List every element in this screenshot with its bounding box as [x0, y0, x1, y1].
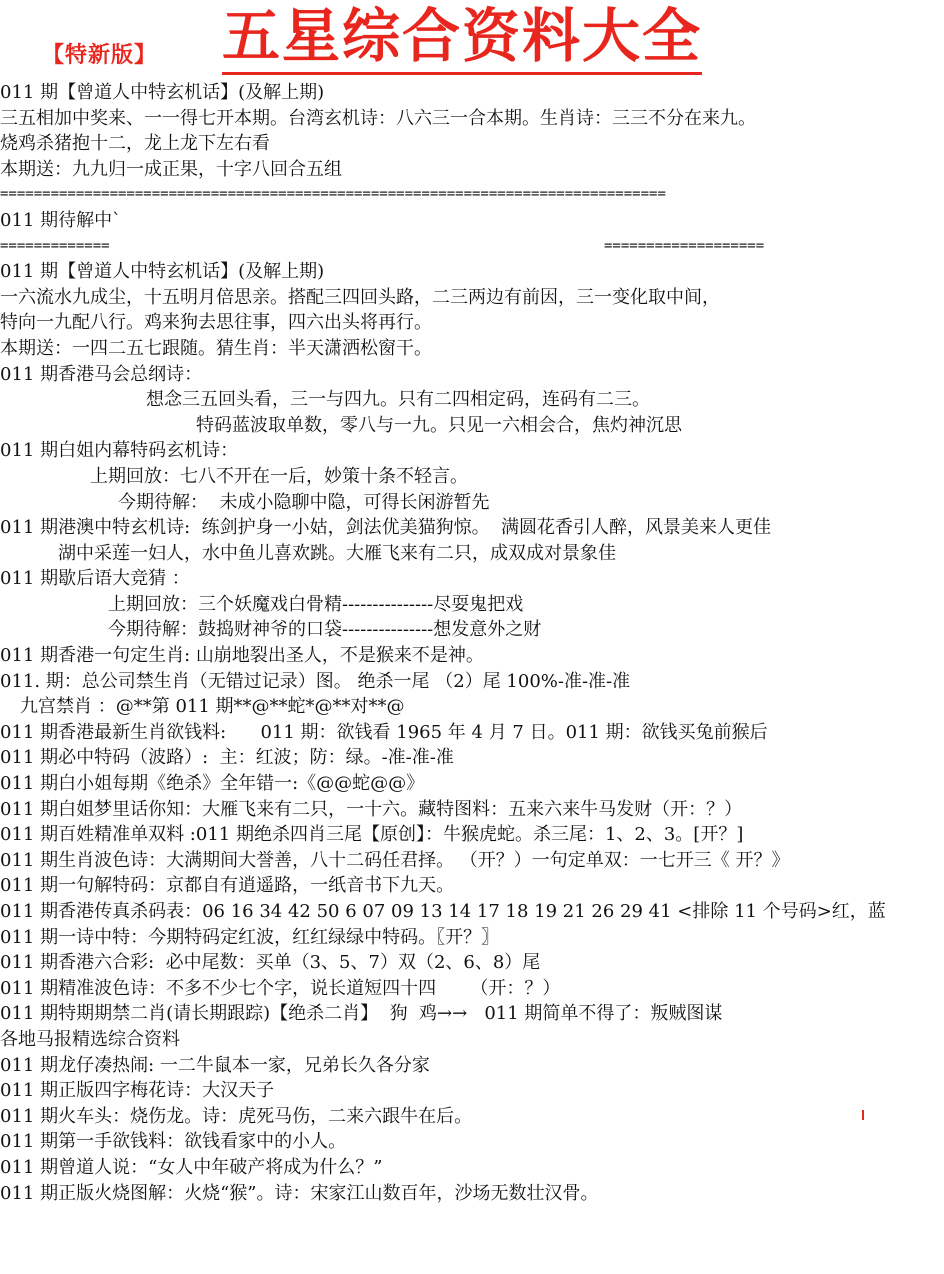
text-line: 011 期香港最新生肖欲钱料: 011 期：欲钱看 1965 年 4 月 7 日。011 期：欲钱买兔前猴后: [0, 721, 768, 743]
text-line: 011 期【曾道人中特玄机话】(及解上期): [0, 82, 325, 103]
text-line: 011. 期：总公司禁生肖（无错过记录）图。 绝杀一尾 （2）尾 100%-准-准-准: [0, 670, 631, 692]
text-line: 上期回放：三个妖魔戏白骨精---------------尽耍鬼把戏: [108, 593, 524, 615]
text-line: 011 期待解中`: [0, 209, 122, 231]
separator-line: ===============================================================================: [0, 186, 666, 203]
text-line: 想念三五回头看，三一与四九。只有二四相定码，连码有二三。: [146, 389, 650, 411]
text-line: 今期待解： 未成小隐聊中隐，可得长闲游暂先: [118, 491, 490, 513]
text-line: 011 期香港六合彩: 必中尾数：买单（3、5、7）双（2、6、8）尾: [0, 952, 541, 974]
separator-line: ============= ===================: [0, 234, 944, 260]
text-line: 特码蓝波取单数，零八与一九。只见一六相会合，焦灼神沉思: [196, 414, 682, 436]
section-heading: 各地马报精选综合资料: [0, 1028, 180, 1050]
text-line: 011 期曾道人说：“女人中年破产将成为什么？”: [0, 1156, 383, 1178]
text-line: 011 期【曾道人中特玄机话】(及解上期): [0, 261, 325, 283]
text-line: 011 期白姐梦里话你知：大雁飞来有二只，一十六。藏特图料：五来六来牛马发财（开：？）: [0, 798, 743, 820]
text-line: 011 期生肖波色诗：大满期间大誉善，八十二码任君择。 （开？）一句定单双：一七开三《 开？》: [0, 849, 790, 871]
text-line: 烧鸡杀猪抱十二，龙上龙下左右看: [0, 133, 270, 155]
text-line: 011 期正版火烧图解：火烧“猴”。诗：宋家江山数百年，沙场无数壮汉骨。: [0, 1182, 599, 1204]
text-line: 今期待解：鼓捣财神爷的口袋---------------想发意外之财: [108, 619, 542, 641]
text-line: 011 期火车头：烧伤龙。诗：虎死马伤，二来六跟牛在后。: [0, 1105, 473, 1127]
text-line: 011 期歇后语大竞猜 ：: [0, 568, 190, 590]
text-line: 011 期白姐内幕特码玄机诗：: [0, 440, 239, 462]
text-line: 011 期精准波色诗：不多不少七个字，说长道短四十四 （开：？）: [0, 977, 561, 999]
text-line: 011 期正版四字梅花诗：大汉天子: [0, 1080, 275, 1102]
text-line: 011 期第一手欲钱料：欲钱看家中的小人。: [0, 1131, 347, 1153]
text-line: 011 期白小姐每期《绝杀》全年错一:《@@蛇@@》: [0, 773, 425, 795]
text-line: 上期回放：七八不开在一后，妙策十条不轻言。: [90, 465, 468, 487]
text-line: 011 期港澳中特玄机诗: 练剑护身一小姑，剑法优美猫狗惊。 满圆花香引人醉，风景美来人更佳: [0, 517, 772, 539]
text-line: 011 期香港一句定生肖: 山崩地裂出圣人，不是猴来不是神。: [0, 645, 484, 667]
text-line: 湖中采莲一妇人，水中鱼儿喜欢跳。大雁飞来有二只，成双成对景象佳: [58, 542, 616, 564]
text-line: 三五相加中奖来、一一得七开本期。台湾玄机诗：八六三一合本期。生肖诗：三三不分在来九。: [0, 107, 756, 129]
separator-right: ===================: [604, 237, 765, 254]
text-line: 011 期一句解特码：京都自有逍遥路，一纸音书下九天。: [0, 875, 455, 897]
page-title: 五星综合资料大全: [222, 2, 702, 75]
text-line: 011 期百姓精准单双料 :011 期绝杀四肖三尾【原创】：牛猴虎蛇。杀三尾：1、2、3。[开？]: [0, 824, 744, 846]
text-line: 011 期特期期禁二肖(请长期跟踪)【绝杀二肖】 狗 鸡→→ 011 期简单不得了：叛贼图谋: [0, 1003, 723, 1025]
text-line: 九宫禁肖 ：@**第 011 期**@**蛇*@**对**@: [20, 696, 405, 718]
text-line: 一六流水九成尘，十五明月倍思亲。搭配三四回头路，二三两边有前因，三一变化取中间，: [0, 286, 720, 308]
text-line: 本期送：一四二五七跟随。猜生肖：半天潇洒松窗干。: [0, 337, 432, 359]
edition-badge: 【特新版】: [42, 42, 158, 68]
text-line: 011 期香港传真杀码表：06 16 34 42 50 6 07 09 13 14 17 18 19 21 26 29 41 <排除 11 个号码>红，蓝: [0, 901, 886, 922]
red-tick-mark: [862, 1110, 864, 1120]
document-body: [0, 80, 944, 1206]
page-header: [0, 0, 944, 84]
text-line: 011 期香港马会总纲诗：: [0, 363, 203, 385]
text-line: 特向一九配八行。鸡来狗去思往事，四六出头将再行。: [0, 312, 432, 334]
text-line: 本期送：九九归一成正果，十字八回合五组: [0, 158, 342, 180]
text-line: 011 期龙仔凑热闹: 一二牛鼠本一家，兄弟长久各分家: [0, 1054, 430, 1076]
text-line: 011 期一诗中特：今期特码定红波，红红绿绿中特码。〖开？〗: [0, 926, 500, 948]
text-line: 011 期必中特码（波路）: 主：红波；防：绿。-准-准-准: [0, 747, 454, 769]
